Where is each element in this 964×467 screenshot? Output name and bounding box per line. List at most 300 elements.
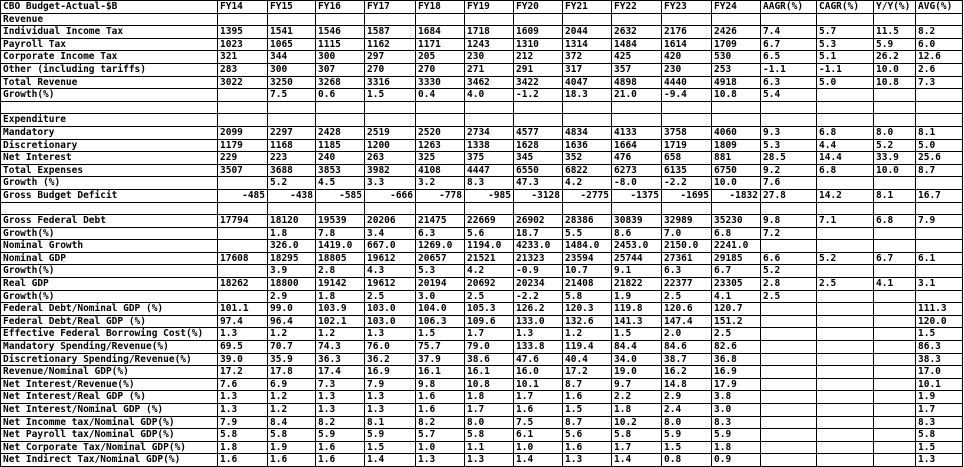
table-cell: 4108 <box>416 164 465 177</box>
table-cell: -585 <box>316 189 365 202</box>
table-row <box>1 38 963 51</box>
table-title: CBO Budget-Actual-$B <box>1 1 218 14</box>
table-cell: -1.2 <box>514 89 563 102</box>
table-cell <box>817 89 874 102</box>
table-row <box>1 328 963 341</box>
table-row <box>1 429 963 442</box>
table-cell: 6.8 <box>712 227 761 240</box>
table-cell <box>916 114 963 127</box>
table-cell: 1709 <box>712 38 761 51</box>
table-cell: 4834 <box>563 126 612 139</box>
table-cell: 1338 <box>465 139 514 152</box>
table-cell <box>761 13 817 26</box>
table-cell: 18805 <box>316 252 365 265</box>
table-cell: 23305 <box>712 278 761 291</box>
table-cell <box>761 202 817 215</box>
table-cell <box>612 202 662 215</box>
table-cell: 36.3 <box>316 353 365 366</box>
table-cell: 291 <box>514 63 563 76</box>
table-cell: 345 <box>514 152 563 165</box>
table-cell: 1115 <box>316 38 365 51</box>
table-cell: 11.5 <box>874 26 916 39</box>
table-row <box>1 265 963 278</box>
table-row <box>1 391 963 404</box>
table-cell <box>761 101 817 114</box>
table-cell: 1.1 <box>465 441 514 454</box>
table-cell: 1.3 <box>365 391 416 404</box>
table-cell: 2.5 <box>761 290 817 303</box>
table-cell: 1.5 <box>416 328 465 341</box>
table-cell: 1.2 <box>268 404 316 417</box>
table-cell: 5.0 <box>817 76 874 89</box>
table-cell: 4577 <box>514 126 563 139</box>
table-cell: 4133 <box>612 126 662 139</box>
table-cell: 3758 <box>662 126 712 139</box>
table-cell: -985 <box>465 189 514 202</box>
table-cell: 17.9 <box>712 378 761 391</box>
table-cell: 1.3 <box>465 454 514 467</box>
table-cell: 4440 <box>662 76 712 89</box>
table-row <box>1 51 963 64</box>
table-cell: 10.7 <box>563 265 612 278</box>
table-cell <box>416 202 465 215</box>
table-cell <box>817 341 874 354</box>
table-cell: 2428 <box>316 126 365 139</box>
table-cell: 6.8 <box>817 126 874 139</box>
table-cell <box>218 13 268 26</box>
table-cell: -1.1 <box>817 63 874 76</box>
table-cell: 530 <box>712 51 761 64</box>
table-cell: 1.6 <box>316 454 365 467</box>
table-cell: 307 <box>316 63 365 76</box>
table-cell: 5.0 <box>916 139 963 152</box>
table-cell: 3462 <box>465 76 514 89</box>
table-cell: 14.2 <box>817 189 874 202</box>
table-cell: 147.4 <box>662 315 712 328</box>
table-cell: 5.8 <box>916 429 963 442</box>
table-cell: -2775 <box>563 189 612 202</box>
table-cell: 1185 <box>316 139 365 152</box>
table-cell: 2099 <box>218 126 268 139</box>
table-cell: 6750 <box>712 164 761 177</box>
table-cell: 6.3 <box>761 76 817 89</box>
table-cell: 425 <box>612 51 662 64</box>
table-cell: 14.4 <box>817 152 874 165</box>
row-label: Individual Income Tax <box>1 26 218 39</box>
table-cell: 16.0 <box>514 366 563 379</box>
table-cell: 1.5 <box>662 441 712 454</box>
table-cell: 4918 <box>712 76 761 89</box>
col-header: FY23 <box>662 1 712 14</box>
table-cell: 3.0 <box>712 404 761 417</box>
table-cell: 8.2 <box>916 26 963 39</box>
table-cell: 1.3 <box>916 454 963 467</box>
table-cell: 86.3 <box>916 341 963 354</box>
row-label: Growth (%) <box>1 177 218 190</box>
table-cell <box>612 13 662 26</box>
table-cell: -1375 <box>612 189 662 202</box>
table-cell <box>268 202 316 215</box>
table-cell: 6.5 <box>761 51 817 64</box>
table-cell: 1065 <box>268 38 316 51</box>
table-cell <box>514 202 563 215</box>
table-cell <box>874 227 916 240</box>
table-cell: 230 <box>662 63 712 76</box>
table-cell: 1314 <box>563 38 612 51</box>
row-label: Growth(%) <box>1 89 218 102</box>
table-cell: 5.9 <box>316 429 365 442</box>
col-header: CAGR(%) <box>817 1 874 14</box>
table-cell: 0.9 <box>712 454 761 467</box>
table-cell: 133.8 <box>514 341 563 354</box>
table-cell <box>874 404 916 417</box>
table-cell: 2.4 <box>662 404 712 417</box>
table-cell: 20692 <box>465 278 514 291</box>
table-cell: 1.6 <box>416 404 465 417</box>
table-cell: 1.3 <box>416 454 465 467</box>
table-cell <box>662 13 712 26</box>
table-cell: 321 <box>218 51 268 64</box>
table-cell: 103.9 <box>316 303 365 316</box>
table-cell: 1.5 <box>365 441 416 454</box>
table-cell: 22669 <box>465 215 514 228</box>
table-cell <box>218 240 268 253</box>
table-cell: 5.5 <box>563 227 612 240</box>
table-cell: 5.1 <box>817 51 874 64</box>
table-cell <box>916 89 963 102</box>
table-cell: 1168 <box>268 139 316 152</box>
table-cell: 101.1 <box>218 303 268 316</box>
table-cell: 17.0 <box>916 366 963 379</box>
table-cell: 3316 <box>365 76 416 89</box>
table-cell: 300 <box>268 63 316 76</box>
table-cell: 5.8 <box>218 429 268 442</box>
table-cell: 10.8 <box>712 89 761 102</box>
table-cell: 8.6 <box>612 227 662 240</box>
table-cell: 99.0 <box>268 303 316 316</box>
table-cell <box>465 101 514 114</box>
table-cell <box>465 202 514 215</box>
row-label: Corporate Income Tax <box>1 51 218 64</box>
table-cell: 1.2 <box>268 391 316 404</box>
table-cell: 8.7 <box>916 164 963 177</box>
table-cell: 1263 <box>416 139 465 152</box>
table-cell: 205 <box>416 51 465 64</box>
row-label: Mandatory <box>1 126 218 139</box>
table-cell: 1162 <box>365 38 416 51</box>
table-row <box>1 366 963 379</box>
table-cell: 3.4 <box>365 227 416 240</box>
table-cell: 21408 <box>563 278 612 291</box>
row-label: Net Interest/Real GDP (%) <box>1 391 218 404</box>
table-cell: -9.4 <box>662 89 712 102</box>
table-cell: 1.3 <box>218 404 268 417</box>
table-cell: 70.7 <box>268 341 316 354</box>
table-cell: 10.0 <box>874 164 916 177</box>
table-cell <box>563 114 612 127</box>
table-cell: 18120 <box>268 215 316 228</box>
table-cell: 5.2 <box>817 252 874 265</box>
table-cell: 5.3 <box>416 265 465 278</box>
table-cell <box>817 101 874 114</box>
table-cell: 9.3 <box>761 126 817 139</box>
table-cell: 5.2 <box>874 139 916 152</box>
table-row <box>1 101 963 114</box>
table-cell <box>761 366 817 379</box>
table-cell <box>817 378 874 391</box>
table-cell: 47.3 <box>514 177 563 190</box>
table-cell <box>817 13 874 26</box>
table-cell: 8.3 <box>916 416 963 429</box>
table-row <box>1 252 963 265</box>
table-cell: 96.4 <box>268 315 316 328</box>
table-cell <box>916 13 963 26</box>
table-cell <box>514 114 563 127</box>
table-cell: 5.3 <box>761 139 817 152</box>
table-cell <box>218 177 268 190</box>
table-cell: 8.2 <box>316 416 365 429</box>
table-cell: 229 <box>218 152 268 165</box>
table-cell <box>817 366 874 379</box>
table-cell: 1.9 <box>268 441 316 454</box>
table-cell: 6.6 <box>761 252 817 265</box>
table-cell: 17.2 <box>218 366 268 379</box>
table-cell <box>874 416 916 429</box>
table-cell <box>218 101 268 114</box>
table-cell: 1809 <box>712 139 761 152</box>
table-cell: 253 <box>712 63 761 76</box>
table-cell: 7.6 <box>218 378 268 391</box>
table-cell: 1.6 <box>563 391 612 404</box>
table-cell: 16.9 <box>712 366 761 379</box>
table-row <box>1 378 963 391</box>
table-cell: 223 <box>268 152 316 165</box>
table-cell <box>817 328 874 341</box>
table-cell <box>761 240 817 253</box>
col-header: FY18 <box>416 1 465 14</box>
table-cell: 16.1 <box>416 366 465 379</box>
table-cell: 26.2 <box>874 51 916 64</box>
row-label: Total Expenses <box>1 164 218 177</box>
table-cell <box>874 89 916 102</box>
table-cell: 17.8 <box>268 366 316 379</box>
table-cell: 8.0 <box>874 126 916 139</box>
table-cell: 6.8 <box>817 164 874 177</box>
table-cell: 6.3 <box>416 227 465 240</box>
row-label: Real GDP <box>1 278 218 291</box>
table-cell: 22377 <box>662 278 712 291</box>
table-cell: 19539 <box>316 215 365 228</box>
table-cell: 111.3 <box>916 303 963 316</box>
table-cell: 1484.0 <box>563 240 612 253</box>
header-row <box>1 1 963 14</box>
table-cell <box>916 227 963 240</box>
table-cell: 27361 <box>662 252 712 265</box>
table-cell: 8.1 <box>365 416 416 429</box>
table-cell: 1.3 <box>218 391 268 404</box>
table-cell: 270 <box>365 63 416 76</box>
table-cell: 3.9 <box>268 265 316 278</box>
table-cell: 8.4 <box>268 416 316 429</box>
table-cell: 21822 <box>612 278 662 291</box>
table-cell: 5.8 <box>563 290 612 303</box>
table-cell: 20194 <box>416 278 465 291</box>
table-cell <box>268 101 316 114</box>
table-cell: 6.1 <box>514 429 563 442</box>
table-cell: 7.9 <box>916 215 963 228</box>
col-header: AAGR(%) <box>761 1 817 14</box>
table-cell: 4.4 <box>817 139 874 152</box>
row-label: Revenue <box>1 13 218 26</box>
table-cell: -2.2 <box>662 177 712 190</box>
table-cell <box>817 441 874 454</box>
table-cell: 36.8 <box>712 353 761 366</box>
row-label: Federal Debt/Real GDP (%) <box>1 315 218 328</box>
table-cell: 30839 <box>612 215 662 228</box>
table-cell: 10.8 <box>874 76 916 89</box>
table-cell: 3.1 <box>916 278 963 291</box>
table-cell: 4.3 <box>365 265 416 278</box>
table-cell: 21521 <box>465 252 514 265</box>
table-cell <box>268 114 316 127</box>
table-cell <box>662 202 712 215</box>
table-cell: 38.7 <box>662 353 712 366</box>
table-cell: -666 <box>365 189 416 202</box>
col-header: FY22 <box>612 1 662 14</box>
table-cell: 8.1 <box>874 189 916 202</box>
table-row <box>1 227 963 240</box>
table-cell: 1.8 <box>316 290 365 303</box>
row-label: Expenditure <box>1 114 218 127</box>
table-cell: 5.3 <box>817 38 874 51</box>
table-cell: 6.8 <box>874 215 916 228</box>
table-cell: 658 <box>662 152 712 165</box>
table-cell: 28.5 <box>761 152 817 165</box>
table-cell: 1.6 <box>316 441 365 454</box>
table-cell: -438 <box>268 189 316 202</box>
table-cell: 1.3 <box>365 404 416 417</box>
table-cell: 1.0 <box>416 441 465 454</box>
table-cell <box>712 202 761 215</box>
table-cell: 1587 <box>365 26 416 39</box>
table-cell: 8.3 <box>465 177 514 190</box>
table-cell: -778 <box>416 189 465 202</box>
table-cell: 1546 <box>316 26 365 39</box>
table-cell: 18295 <box>268 252 316 265</box>
table-cell: 326.0 <box>268 240 316 253</box>
table-cell: 2520 <box>416 126 465 139</box>
table-cell <box>916 240 963 253</box>
table-cell: 19.0 <box>612 366 662 379</box>
row-label: Growth(%) <box>1 290 218 303</box>
table-cell: 28386 <box>563 215 612 228</box>
table-cell <box>465 114 514 127</box>
table-cell: 1609 <box>514 26 563 39</box>
table-cell: 106.3 <box>416 315 465 328</box>
table-cell <box>817 227 874 240</box>
table-cell: 69.5 <box>218 341 268 354</box>
table-cell <box>874 101 916 114</box>
table-cell: 6.3 <box>662 265 712 278</box>
table-cell: 7.8 <box>316 227 365 240</box>
table-cell: -1695 <box>662 189 712 202</box>
table-cell <box>817 177 874 190</box>
table-cell: 37.9 <box>416 353 465 366</box>
table-cell: 1.2 <box>268 328 316 341</box>
table-cell: 3.3 <box>365 177 416 190</box>
table-cell: 0.6 <box>316 89 365 102</box>
table-cell: 1171 <box>416 38 465 51</box>
table-cell: 1.5 <box>365 89 416 102</box>
table-cell: 2.2 <box>612 391 662 404</box>
table-cell: 2241.0 <box>712 240 761 253</box>
col-header: FY16 <box>316 1 365 14</box>
table-cell <box>761 416 817 429</box>
table-cell <box>712 114 761 127</box>
table-cell: 5.8 <box>268 429 316 442</box>
table-cell: 16.1 <box>465 366 514 379</box>
table-cell: 1664 <box>612 139 662 152</box>
table-row <box>1 202 963 215</box>
table-row <box>1 26 963 39</box>
table-cell: 1.5 <box>612 328 662 341</box>
table-cell: 10.2 <box>612 416 662 429</box>
table-cell: 5.7 <box>416 429 465 442</box>
table-cell <box>817 315 874 328</box>
table-cell: 3.0 <box>416 290 465 303</box>
table-cell: 21.0 <box>612 89 662 102</box>
table-cell: 4.2 <box>563 177 612 190</box>
table-cell: -1832 <box>712 189 761 202</box>
table-cell: 18.3 <box>563 89 612 102</box>
table-cell <box>817 114 874 127</box>
table-cell <box>268 13 316 26</box>
table-cell: 1.8 <box>712 441 761 454</box>
table-cell: 1.2 <box>316 328 365 341</box>
table-row <box>1 353 963 366</box>
table-row <box>1 454 963 467</box>
table-cell: 5.7 <box>817 26 874 39</box>
table-cell <box>817 429 874 442</box>
table-row <box>1 63 963 76</box>
table-cell: 36.2 <box>365 353 416 366</box>
table-cell: 3268 <box>316 76 365 89</box>
table-cell: 25.6 <box>916 152 963 165</box>
table-cell: 82.6 <box>712 341 761 354</box>
table-cell: 271 <box>465 63 514 76</box>
table-cell: 2.5 <box>465 290 514 303</box>
table-cell: 16.7 <box>916 189 963 202</box>
table-cell: 21475 <box>416 215 465 228</box>
table-cell: 9.8 <box>761 215 817 228</box>
table-cell: 1718 <box>465 26 514 39</box>
table-cell: 5.9 <box>712 429 761 442</box>
table-cell: 7.4 <box>761 26 817 39</box>
table-cell: 7.2 <box>761 227 817 240</box>
table-cell: 1.5 <box>916 441 963 454</box>
table-cell: 4047 <box>563 76 612 89</box>
table-row <box>1 315 963 328</box>
table-cell: 141.3 <box>612 315 662 328</box>
table-cell: 5.6 <box>465 227 514 240</box>
table-cell: 2.0 <box>662 328 712 341</box>
table-cell: 3422 <box>514 76 563 89</box>
table-cell: 7.3 <box>916 76 963 89</box>
table-cell: 2150.0 <box>662 240 712 253</box>
table-cell <box>416 101 465 114</box>
table-row <box>1 303 963 316</box>
table-cell <box>874 202 916 215</box>
